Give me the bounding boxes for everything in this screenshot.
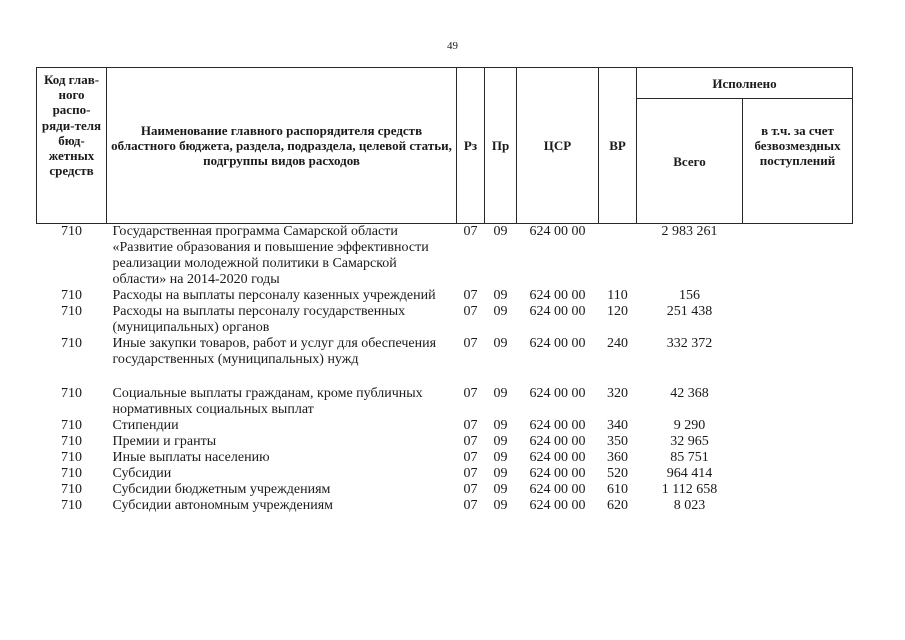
cell-code: 710 <box>61 336 82 351</box>
table-row <box>37 288 853 304</box>
cell-pr: 09 <box>493 498 508 513</box>
cell-total: 85 751 <box>670 450 709 465</box>
cell-code: 710 <box>61 450 82 465</box>
cell-code: 710 <box>61 482 82 497</box>
cell-pr: 09 <box>493 466 508 481</box>
cell-rz: 07 <box>463 418 478 433</box>
cell-total: 9 290 <box>673 418 706 433</box>
budget-execution-table <box>36 67 853 514</box>
table-row <box>37 418 853 434</box>
cell-pr: 09 <box>493 434 508 449</box>
cell-name: Субсидии <box>112 466 172 481</box>
table-row <box>37 466 853 482</box>
cell-free <box>743 336 853 386</box>
cell-total: 964 414 <box>666 466 713 481</box>
cell-rz: 07 <box>463 482 478 497</box>
cell-vr: 610 <box>607 482 628 497</box>
cell-csr: 624 00 00 <box>529 450 586 465</box>
cell-vr: 240 <box>607 336 628 351</box>
header-executed: Исполнено <box>637 68 853 99</box>
cell-vr: 360 <box>607 450 628 465</box>
cell-rz: 07 <box>463 466 478 481</box>
cell-free <box>743 386 853 418</box>
cell-csr: 624 00 00 <box>529 498 586 513</box>
table-row <box>37 434 853 450</box>
cell-code: 710 <box>61 434 82 449</box>
cell-total: 332 372 <box>666 336 713 351</box>
cell-csr: 624 00 00 <box>529 386 586 401</box>
cell-rz: 07 <box>463 304 478 319</box>
cell-code: 710 <box>61 304 82 319</box>
cell-free <box>743 434 853 450</box>
cell-vr: 340 <box>607 418 628 433</box>
cell-name: Субсидии автономным учреждениям <box>112 498 334 513</box>
cell-csr: 624 00 00 <box>529 434 586 449</box>
table-row <box>37 450 853 466</box>
cell-free <box>743 288 853 304</box>
cell-vr <box>599 224 637 289</box>
cell-code: 710 <box>61 224 82 239</box>
cell-csr: 624 00 00 <box>529 288 586 303</box>
cell-code: 710 <box>61 386 82 401</box>
cell-total: 32 965 <box>670 434 709 449</box>
cell-total: 251 438 <box>666 304 713 319</box>
cell-vr: 350 <box>607 434 628 449</box>
cell-csr: 624 00 00 <box>529 418 586 433</box>
header-total: Всего <box>637 99 743 224</box>
header-name: Наименование главного распорядителя средств областного бюджета, раздела, подраздела, целевой статьи, подгруппы видов расходов <box>107 68 457 224</box>
cell-pr: 09 <box>493 336 508 351</box>
cell-vr: 620 <box>607 498 628 513</box>
table-row <box>37 386 853 418</box>
cell-total: 42 368 <box>670 386 709 401</box>
cell-rz: 07 <box>463 450 478 465</box>
header-csr: ЦСР <box>517 68 599 224</box>
cell-total: 1 112 658 <box>661 482 718 497</box>
header-vr: ВР <box>599 68 637 224</box>
cell-total: 156 <box>679 288 700 303</box>
cell-vr: 120 <box>607 304 628 319</box>
table-row <box>37 482 853 498</box>
table-body <box>37 224 853 515</box>
cell-name: Расходы на выплаты персоналу государственных (муниципальных) органов <box>112 304 406 335</box>
cell-free <box>743 450 853 466</box>
cell-free <box>743 498 853 514</box>
cell-vr: 110 <box>607 288 628 303</box>
cell-free <box>743 304 853 336</box>
cell-code: 710 <box>61 288 82 303</box>
cell-pr: 09 <box>493 288 508 303</box>
cell-free <box>743 482 853 498</box>
header-pr: Пр <box>485 68 517 224</box>
cell-pr: 09 <box>493 224 508 239</box>
cell-name: Социальные выплаты гражданам, кроме публичных нормативных социальных выплат <box>112 386 423 417</box>
cell-vr: 520 <box>607 466 628 481</box>
cell-pr: 09 <box>493 386 508 401</box>
header-free-receipts: в т.ч. за счет безвозмездных поступлений <box>743 99 853 224</box>
cell-code: 710 <box>61 466 82 481</box>
cell-csr: 624 00 00 <box>529 482 586 497</box>
header-code: Код глав-ного распо-ряди-теля бюд-жетных средств <box>37 68 107 224</box>
cell-code: 710 <box>61 498 82 513</box>
cell-rz: 07 <box>463 498 478 513</box>
cell-rz: 07 <box>463 224 478 239</box>
cell-csr: 624 00 00 <box>529 466 586 481</box>
cell-pr: 09 <box>493 450 508 465</box>
table-row <box>37 498 853 514</box>
cell-name: Премии и гранты <box>112 434 217 449</box>
cell-pr: 09 <box>493 482 508 497</box>
cell-name: Иные выплаты населению <box>112 450 270 465</box>
table-header <box>37 68 853 224</box>
cell-rz: 07 <box>463 336 478 351</box>
cell-vr: 320 <box>607 386 628 401</box>
cell-rz: 07 <box>463 434 478 449</box>
cell-pr: 09 <box>493 418 508 433</box>
table-row <box>37 336 853 386</box>
cell-code: 710 <box>61 418 82 433</box>
cell-rz: 07 <box>463 288 478 303</box>
cell-name: Субсидии бюджетным учреждениям <box>112 482 331 497</box>
table-row <box>37 224 853 289</box>
cell-name: Государственная программа Самарской области «Развитие образования и повышение эффективности реализации молодежной политики в Самарской области» на 2014-2020 годы <box>112 224 429 287</box>
cell-name: Стипендии <box>112 418 179 433</box>
cell-total: 2 983 261 <box>661 224 718 239</box>
cell-free <box>743 466 853 482</box>
header-rz: Рз <box>457 68 485 224</box>
cell-free <box>743 224 853 289</box>
cell-csr: 624 00 00 <box>529 336 586 351</box>
cell-rz: 07 <box>463 386 478 401</box>
cell-pr: 09 <box>493 304 508 319</box>
cell-name: Расходы на выплаты персоналу казенных учреждений <box>112 288 436 303</box>
cell-csr: 624 00 00 <box>529 304 586 319</box>
page-number: 49 <box>447 40 458 52</box>
cell-csr: 624 00 00 <box>529 224 586 239</box>
table-row <box>37 304 853 336</box>
cell-total: 8 023 <box>673 498 706 513</box>
cell-name: Иные закупки товаров, работ и услуг для обеспечения государственных (муниципальных) нужд <box>112 336 437 367</box>
cell-free <box>743 418 853 434</box>
